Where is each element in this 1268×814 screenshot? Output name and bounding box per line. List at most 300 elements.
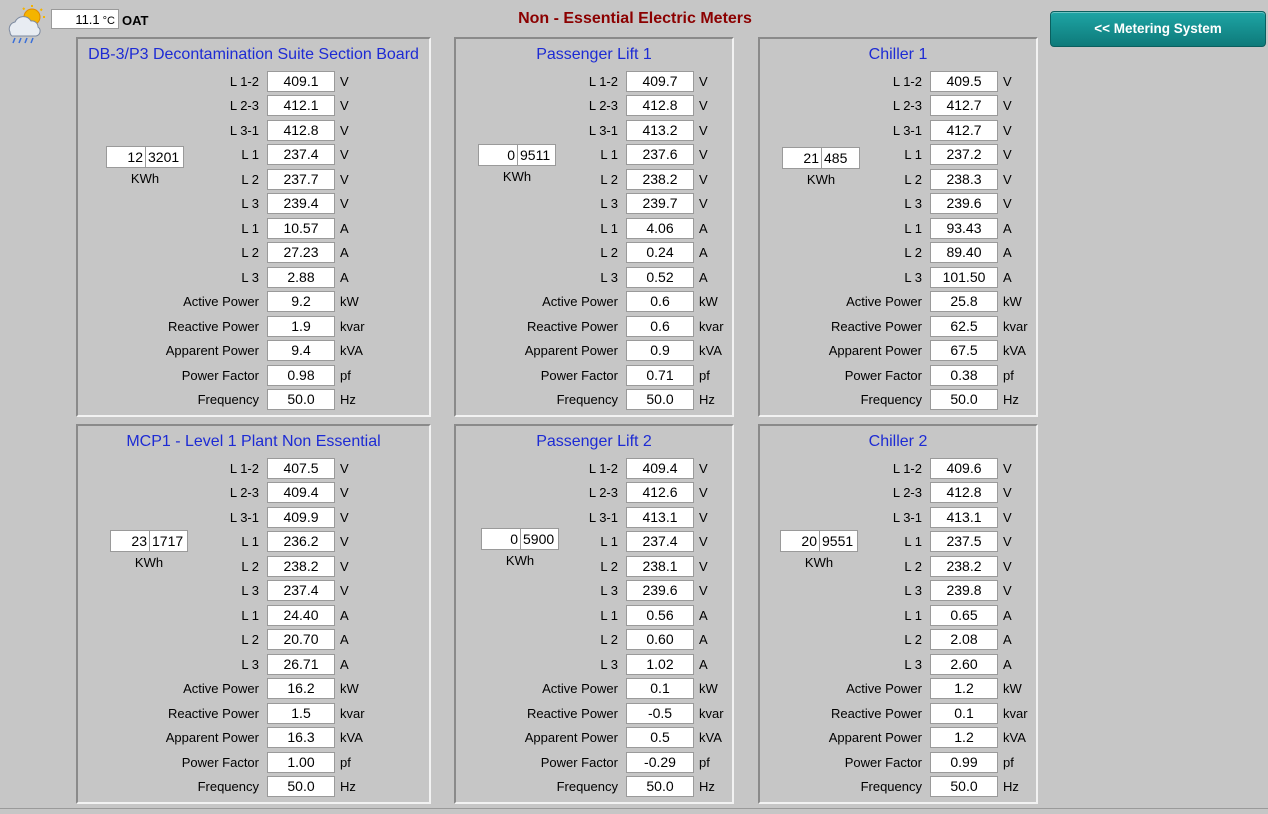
reading-value: 239.6 bbox=[930, 193, 998, 214]
reading-label: L 3-1 bbox=[892, 122, 922, 138]
reading-row bbox=[91, 167, 371, 192]
reading-row bbox=[91, 69, 371, 94]
reading-row bbox=[754, 505, 1034, 530]
reading-unit: pf bbox=[1003, 367, 1014, 383]
meter-title: Chiller 2 bbox=[868, 433, 928, 450]
reading-value: 0.1 bbox=[930, 703, 998, 724]
reading-row bbox=[754, 363, 1034, 388]
kwh-high-value: 20 bbox=[780, 530, 820, 552]
reading-value: 9.2 bbox=[267, 291, 335, 312]
reading-label: L 3-1 bbox=[229, 122, 259, 138]
reading-row bbox=[91, 265, 371, 290]
reading-row bbox=[91, 143, 371, 168]
reading-label: L 2-3 bbox=[588, 98, 618, 114]
reading-unit: V bbox=[340, 147, 349, 163]
kwh-high-value: 23 bbox=[110, 530, 150, 552]
reading-unit: V bbox=[1003, 485, 1012, 501]
reading-label: Reactive Power bbox=[167, 705, 259, 721]
reading-row bbox=[450, 554, 730, 579]
reading-row bbox=[450, 481, 730, 506]
reading-value: 409.6 bbox=[930, 458, 998, 479]
reading-unit: pf bbox=[340, 754, 351, 770]
reading-label: L 3 bbox=[600, 269, 618, 285]
reading-value: 1.5 bbox=[267, 703, 335, 724]
reading-row bbox=[754, 314, 1034, 339]
kwh-label: KWh bbox=[505, 553, 535, 568]
reading-unit: Hz bbox=[699, 392, 715, 408]
reading-list bbox=[754, 69, 1034, 412]
reading-label: L 1-2 bbox=[892, 460, 922, 476]
reading-row bbox=[450, 69, 730, 94]
meter-panel bbox=[76, 37, 431, 417]
reading-unit: Hz bbox=[1003, 392, 1019, 408]
reading-value: 0.71 bbox=[626, 365, 694, 386]
reading-label: L 2 bbox=[904, 632, 922, 648]
reading-unit: V bbox=[699, 558, 708, 574]
reading-value: 1.2 bbox=[930, 727, 998, 748]
reading-unit: kvar bbox=[340, 705, 365, 721]
kwh-high-value: 0 bbox=[478, 144, 518, 166]
reading-unit: A bbox=[699, 245, 708, 261]
reading-label: L 1 bbox=[904, 534, 922, 550]
kwh-low-value: 9551 bbox=[820, 530, 858, 552]
reading-row bbox=[754, 94, 1034, 119]
reading-unit: A bbox=[1003, 656, 1012, 672]
reading-unit: A bbox=[1003, 607, 1012, 623]
reading-row bbox=[450, 701, 730, 726]
reading-value: 0.52 bbox=[626, 267, 694, 288]
reading-label: L 2 bbox=[600, 171, 618, 187]
reading-row bbox=[450, 314, 730, 339]
reading-label: Active Power bbox=[183, 681, 259, 697]
reading-row bbox=[450, 216, 730, 241]
reading-label: Power Factor bbox=[540, 367, 618, 383]
reading-value: 0.1 bbox=[626, 678, 694, 699]
reading-row bbox=[450, 265, 730, 290]
reading-label: Reactive Power bbox=[526, 318, 618, 334]
reading-row bbox=[450, 530, 730, 555]
kwh-low-value: 3201 bbox=[146, 146, 184, 168]
reading-label: L 3 bbox=[600, 656, 618, 672]
reading-label: Active Power bbox=[846, 681, 922, 697]
reading-label: Reactive Power bbox=[167, 318, 259, 334]
reading-label: L 3 bbox=[600, 583, 618, 599]
reading-label: L 1-2 bbox=[588, 73, 618, 89]
reading-unit: V bbox=[699, 534, 708, 550]
reading-label: L 2 bbox=[241, 171, 259, 187]
reading-value: 24.40 bbox=[267, 605, 335, 626]
reading-value: 26.71 bbox=[267, 654, 335, 675]
reading-list bbox=[91, 456, 371, 799]
reading-row bbox=[754, 143, 1034, 168]
reading-label: Active Power bbox=[846, 294, 922, 310]
reading-label: Reactive Power bbox=[526, 705, 618, 721]
reading-label: Reactive Power bbox=[830, 705, 922, 721]
reading-value: 413.2 bbox=[626, 120, 694, 141]
reading-row bbox=[754, 216, 1034, 241]
reading-row bbox=[91, 701, 371, 726]
reading-unit: V bbox=[340, 460, 349, 476]
reading-unit: V bbox=[699, 460, 708, 476]
meter-title: Passenger Lift 1 bbox=[536, 46, 652, 63]
reading-row bbox=[91, 677, 371, 702]
reading-row bbox=[450, 726, 730, 751]
kwh-low-value: 1717 bbox=[150, 530, 188, 552]
meter-panel bbox=[454, 37, 734, 417]
reading-row bbox=[754, 290, 1034, 315]
reading-unit: Hz bbox=[340, 779, 356, 795]
reading-label: L 3-1 bbox=[588, 509, 618, 525]
reading-unit: V bbox=[340, 171, 349, 187]
oat-value: 11.1 bbox=[75, 12, 100, 27]
reading-unit: A bbox=[340, 607, 349, 623]
reading-value: 0.6 bbox=[626, 291, 694, 312]
reading-unit: V bbox=[699, 509, 708, 525]
reading-unit: V bbox=[340, 485, 349, 501]
reading-value: 0.9 bbox=[626, 340, 694, 361]
reading-label: L 3 bbox=[241, 656, 259, 672]
weather-icon bbox=[4, 4, 48, 44]
reading-value: 238.3 bbox=[930, 169, 998, 190]
reading-row bbox=[754, 388, 1034, 413]
reading-value: 50.0 bbox=[626, 776, 694, 797]
reading-value: 412.7 bbox=[930, 95, 998, 116]
reading-value: 412.8 bbox=[626, 95, 694, 116]
reading-row bbox=[91, 505, 371, 530]
reading-label: L 1 bbox=[241, 607, 259, 623]
reading-value: 50.0 bbox=[930, 776, 998, 797]
reading-list bbox=[754, 456, 1034, 799]
reading-label: L 2 bbox=[904, 245, 922, 261]
reading-unit: A bbox=[699, 632, 708, 648]
reading-value: 67.5 bbox=[930, 340, 998, 361]
reading-row bbox=[754, 579, 1034, 604]
reading-label: L 1 bbox=[904, 607, 922, 623]
kwh-label: KWh bbox=[134, 555, 164, 570]
reading-row bbox=[91, 290, 371, 315]
reading-label: L 3 bbox=[904, 269, 922, 285]
reading-row bbox=[91, 314, 371, 339]
reading-unit: kvar bbox=[1003, 318, 1028, 334]
reading-value: 0.65 bbox=[930, 605, 998, 626]
reading-label: Power Factor bbox=[540, 754, 618, 770]
reading-unit: A bbox=[340, 656, 349, 672]
reading-row bbox=[754, 456, 1034, 481]
reading-row bbox=[91, 726, 371, 751]
reading-row bbox=[754, 628, 1034, 653]
reading-unit: kW bbox=[699, 294, 718, 310]
reading-label: L 2 bbox=[904, 558, 922, 574]
reading-unit: V bbox=[340, 509, 349, 525]
reading-value: 1.9 bbox=[267, 316, 335, 337]
reading-row bbox=[450, 118, 730, 143]
reading-row bbox=[450, 192, 730, 217]
reading-label: Power Factor bbox=[181, 754, 259, 770]
reading-value: 236.2 bbox=[267, 531, 335, 552]
reading-unit: V bbox=[699, 147, 708, 163]
reading-row bbox=[450, 750, 730, 775]
reading-row bbox=[754, 554, 1034, 579]
reading-value: 239.4 bbox=[267, 193, 335, 214]
reading-label: Apparent Power bbox=[524, 343, 618, 359]
reading-row bbox=[450, 363, 730, 388]
reading-unit: V bbox=[1003, 171, 1012, 187]
reading-unit: V bbox=[1003, 460, 1012, 476]
reading-row bbox=[754, 118, 1034, 143]
reading-value: 412.8 bbox=[930, 482, 998, 503]
reading-value: 237.7 bbox=[267, 169, 335, 190]
reading-value: 2.88 bbox=[267, 267, 335, 288]
reading-value: 1.2 bbox=[930, 678, 998, 699]
reading-row bbox=[450, 579, 730, 604]
reading-value: 1.00 bbox=[267, 752, 335, 773]
reading-row bbox=[450, 677, 730, 702]
reading-label: L 2 bbox=[600, 245, 618, 261]
reading-label: L 1 bbox=[904, 220, 922, 236]
reading-value: 409.1 bbox=[267, 71, 335, 92]
reading-unit: Hz bbox=[1003, 779, 1019, 795]
kwh-label: KWh bbox=[130, 171, 160, 186]
reading-unit: V bbox=[340, 73, 349, 89]
reading-unit: kW bbox=[1003, 294, 1022, 310]
reading-list bbox=[91, 69, 371, 412]
reading-unit: pf bbox=[699, 754, 710, 770]
reading-value: 1.02 bbox=[626, 654, 694, 675]
kwh-low-value: 9511 bbox=[518, 144, 556, 166]
reading-label: Apparent Power bbox=[828, 343, 922, 359]
metering-system-button[interactable]: << Metering System bbox=[1050, 11, 1266, 47]
reading-value: 62.5 bbox=[930, 316, 998, 337]
reading-value: 413.1 bbox=[626, 507, 694, 528]
reading-row bbox=[754, 167, 1034, 192]
reading-unit: pf bbox=[1003, 754, 1014, 770]
reading-row bbox=[754, 69, 1034, 94]
reading-unit: V bbox=[340, 558, 349, 574]
reading-row bbox=[450, 290, 730, 315]
reading-label: Frequency bbox=[197, 392, 259, 408]
reading-row bbox=[450, 167, 730, 192]
reading-value: 237.4 bbox=[267, 580, 335, 601]
reading-value: 4.06 bbox=[626, 218, 694, 239]
reading-unit: V bbox=[1003, 583, 1012, 599]
reading-value: 50.0 bbox=[930, 389, 998, 410]
reading-row bbox=[91, 192, 371, 217]
reading-row bbox=[450, 241, 730, 266]
meter-panel bbox=[758, 37, 1038, 417]
reading-unit: V bbox=[340, 583, 349, 599]
reading-row bbox=[91, 456, 371, 481]
reading-unit: V bbox=[1003, 558, 1012, 574]
reading-value: 237.2 bbox=[930, 144, 998, 165]
reading-label: Power Factor bbox=[181, 367, 259, 383]
reading-label: L 2-3 bbox=[892, 98, 922, 114]
reading-label: Active Power bbox=[183, 294, 259, 310]
reading-value: 16.3 bbox=[267, 727, 335, 748]
reading-value: 0.98 bbox=[267, 365, 335, 386]
reading-unit: kvar bbox=[340, 318, 365, 334]
reading-value: 237.5 bbox=[930, 531, 998, 552]
reading-unit: A bbox=[1003, 632, 1012, 648]
reading-label: Apparent Power bbox=[165, 730, 259, 746]
reading-row bbox=[754, 652, 1034, 677]
reading-value: -0.29 bbox=[626, 752, 694, 773]
reading-label: L 3-1 bbox=[588, 122, 618, 138]
reading-row bbox=[754, 750, 1034, 775]
reading-unit: V bbox=[340, 122, 349, 138]
reading-value: 239.7 bbox=[626, 193, 694, 214]
reading-row bbox=[91, 554, 371, 579]
reading-unit: V bbox=[1003, 122, 1012, 138]
reading-value: 239.8 bbox=[930, 580, 998, 601]
reading-value: 50.0 bbox=[626, 389, 694, 410]
reading-label: L 3 bbox=[241, 269, 259, 285]
reading-unit: A bbox=[1003, 220, 1012, 236]
reading-label: L 2 bbox=[241, 245, 259, 261]
reading-label: L 3-1 bbox=[229, 509, 259, 525]
reading-row bbox=[91, 339, 371, 364]
reading-unit: V bbox=[340, 534, 349, 550]
reading-row bbox=[450, 388, 730, 413]
meter-panel bbox=[758, 424, 1038, 804]
reading-label: L 3 bbox=[241, 196, 259, 212]
reading-value: 50.0 bbox=[267, 389, 335, 410]
reading-label: Power Factor bbox=[844, 367, 922, 383]
reading-value: 89.40 bbox=[930, 242, 998, 263]
reading-row bbox=[450, 603, 730, 628]
bottom-divider bbox=[0, 808, 1268, 809]
reading-unit: kvar bbox=[1003, 705, 1028, 721]
reading-label: L 1 bbox=[600, 607, 618, 623]
reading-row bbox=[91, 750, 371, 775]
reading-unit: kW bbox=[699, 681, 718, 697]
reading-value: 25.8 bbox=[930, 291, 998, 312]
reading-row bbox=[754, 192, 1034, 217]
reading-label: L 2 bbox=[600, 632, 618, 648]
reading-value: 101.50 bbox=[930, 267, 998, 288]
reading-row bbox=[754, 241, 1034, 266]
reading-unit: V bbox=[1003, 73, 1012, 89]
meter-panel bbox=[454, 424, 734, 804]
reading-unit: V bbox=[1003, 196, 1012, 212]
reading-list bbox=[450, 456, 730, 799]
reading-value: 237.4 bbox=[626, 531, 694, 552]
reading-value: 238.2 bbox=[930, 556, 998, 577]
reading-label: L 1 bbox=[241, 534, 259, 550]
kwh-low-value: 485 bbox=[822, 147, 860, 169]
reading-label: L 2-3 bbox=[892, 485, 922, 501]
reading-label: L 1-2 bbox=[229, 73, 259, 89]
reading-row bbox=[91, 216, 371, 241]
reading-label: Frequency bbox=[197, 779, 259, 795]
reading-value: 412.6 bbox=[626, 482, 694, 503]
reading-row bbox=[91, 579, 371, 604]
reading-row bbox=[754, 701, 1034, 726]
reading-value: 0.38 bbox=[930, 365, 998, 386]
reading-list bbox=[450, 69, 730, 412]
reading-row bbox=[450, 628, 730, 653]
reading-value: 238.1 bbox=[626, 556, 694, 577]
reading-value: 93.43 bbox=[930, 218, 998, 239]
reading-unit: kVA bbox=[1003, 343, 1026, 359]
reading-row bbox=[91, 775, 371, 800]
reading-row bbox=[754, 603, 1034, 628]
reading-unit: V bbox=[699, 171, 708, 187]
reading-unit: A bbox=[340, 269, 349, 285]
reading-value: 20.70 bbox=[267, 629, 335, 650]
reading-label: L 1 bbox=[241, 147, 259, 163]
reading-row bbox=[754, 726, 1034, 751]
kwh-high-value: 21 bbox=[782, 147, 822, 169]
reading-value: 238.2 bbox=[267, 556, 335, 577]
reading-unit: A bbox=[699, 269, 708, 285]
reading-row bbox=[754, 339, 1034, 364]
reading-value: 0.99 bbox=[930, 752, 998, 773]
meter-title: DB-3/P3 Decontamination Suite Section Board bbox=[88, 46, 419, 63]
reading-label: L 1 bbox=[600, 147, 618, 163]
reading-label: L 2-3 bbox=[229, 485, 259, 501]
reading-unit: A bbox=[340, 245, 349, 261]
reading-unit: kW bbox=[1003, 681, 1022, 697]
kwh-label: KWh bbox=[804, 555, 834, 570]
reading-row bbox=[450, 94, 730, 119]
reading-value: 237.4 bbox=[267, 144, 335, 165]
reading-unit: V bbox=[1003, 98, 1012, 114]
reading-label: L 1-2 bbox=[229, 460, 259, 476]
reading-label: L 3 bbox=[241, 583, 259, 599]
reading-unit: A bbox=[340, 220, 349, 236]
reading-row bbox=[91, 118, 371, 143]
reading-unit: V bbox=[699, 98, 708, 114]
reading-label: L 2-3 bbox=[229, 98, 259, 114]
reading-unit: kvar bbox=[699, 705, 724, 721]
reading-value: 409.5 bbox=[930, 71, 998, 92]
reading-label: L 3 bbox=[904, 196, 922, 212]
reading-unit: A bbox=[1003, 245, 1012, 261]
reading-label: Active Power bbox=[542, 681, 618, 697]
reading-unit: V bbox=[699, 122, 708, 138]
reading-row bbox=[450, 456, 730, 481]
reading-value: 412.8 bbox=[267, 120, 335, 141]
reading-label: L 3 bbox=[904, 583, 922, 599]
reading-unit: Hz bbox=[340, 392, 356, 408]
reading-value: 27.23 bbox=[267, 242, 335, 263]
reading-unit: A bbox=[699, 220, 708, 236]
reading-value: 2.08 bbox=[930, 629, 998, 650]
reading-unit: kVA bbox=[699, 730, 722, 746]
reading-value: 0.24 bbox=[626, 242, 694, 263]
reading-row bbox=[91, 628, 371, 653]
reading-row bbox=[91, 388, 371, 413]
reading-value: 409.4 bbox=[626, 458, 694, 479]
reading-value: 0.6 bbox=[626, 316, 694, 337]
reading-label: L 3-1 bbox=[892, 509, 922, 525]
reading-row bbox=[91, 603, 371, 628]
reading-row bbox=[450, 339, 730, 364]
reading-unit: V bbox=[1003, 509, 1012, 525]
reading-value: 238.2 bbox=[626, 169, 694, 190]
meter-title: Passenger Lift 2 bbox=[536, 433, 652, 450]
meter-panel bbox=[76, 424, 431, 804]
reading-unit: Hz bbox=[699, 779, 715, 795]
reading-unit: A bbox=[340, 632, 349, 648]
reading-value: 409.9 bbox=[267, 507, 335, 528]
meter-title: Chiller 1 bbox=[868, 46, 928, 63]
reading-label: Frequency bbox=[860, 779, 922, 795]
reading-label: L 1 bbox=[241, 220, 259, 236]
reading-unit: kvar bbox=[699, 318, 724, 334]
reading-row bbox=[450, 652, 730, 677]
reading-label: Reactive Power bbox=[830, 318, 922, 334]
